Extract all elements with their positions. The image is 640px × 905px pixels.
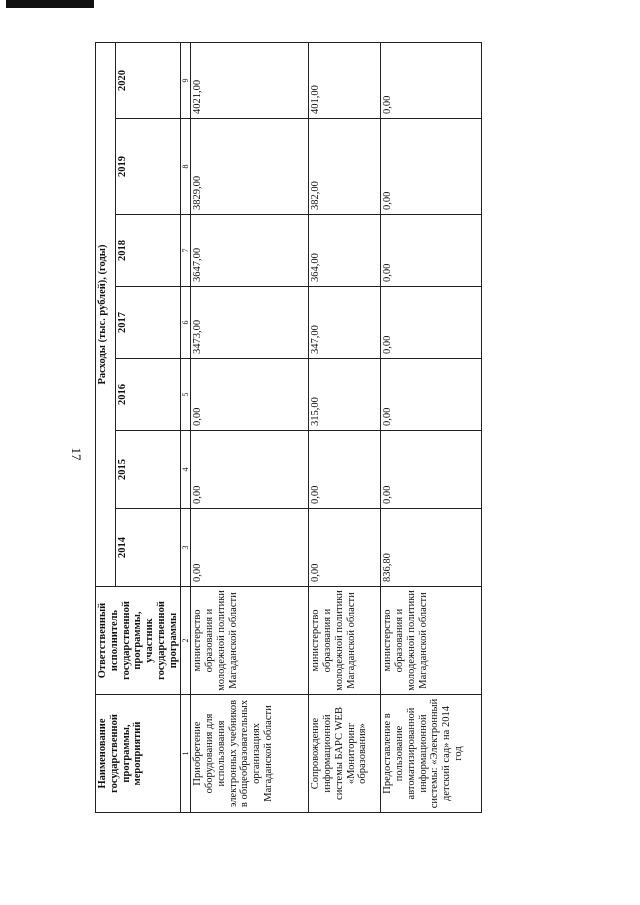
expenses-table — [95, 42, 482, 813]
row-value: 0,00 — [381, 431, 482, 509]
column-number: 9 — [181, 43, 191, 119]
header-year: 2016 — [115, 359, 181, 431]
row-value: 0,00 — [381, 215, 482, 287]
row-value: 382,00 — [309, 119, 381, 215]
row-value: 3829,00 — [191, 119, 309, 215]
column-number: 4 — [181, 431, 191, 509]
row-value: 3647,00 — [191, 215, 309, 287]
row-value: 0,00 — [191, 431, 309, 509]
header-year: 2019 — [115, 119, 181, 215]
table-row — [309, 43, 381, 813]
rotated-table-frame — [95, 43, 475, 813]
row-value: 0,00 — [309, 509, 381, 587]
row-value: 0,00 — [309, 431, 381, 509]
column-number: 3 — [181, 509, 191, 587]
row-executor: министерство образования и молодежной политики Магаданской области — [191, 587, 309, 695]
table-row — [191, 43, 309, 813]
row-value: 0,00 — [191, 509, 309, 587]
column-number: 6 — [181, 287, 191, 359]
table-row — [381, 43, 482, 813]
row-name: Сопровождение информационной системы БАРС WEB «Мониторинг образования» — [309, 695, 381, 813]
scan-edge-mark — [6, 0, 94, 8]
column-number: 5 — [181, 359, 191, 431]
row-value: 0,00 — [381, 119, 482, 215]
column-number-row — [181, 43, 191, 813]
row-value: 401,00 — [309, 43, 381, 119]
row-value: 0,00 — [381, 43, 482, 119]
column-number: 7 — [181, 215, 191, 287]
row-executor: министерство образования и молодежной политики Магаданской области — [381, 587, 482, 695]
row-value: 0,00 — [381, 359, 482, 431]
header-year: 2020 — [115, 43, 181, 119]
row-value: 3473,00 — [191, 287, 309, 359]
header-name: Наименование государственной программы, мероприятий — [96, 695, 181, 813]
header-executor: Ответственный исполнитель государственной программы, участник государственной программы — [96, 587, 181, 695]
column-number: 1 — [181, 695, 191, 813]
page-number: 17 — [69, 447, 84, 461]
row-value: 315,00 — [309, 359, 381, 431]
column-number: 8 — [181, 119, 191, 215]
row-value: 836,80 — [381, 509, 482, 587]
column-number: 2 — [181, 587, 191, 695]
row-value: 347,00 — [309, 287, 381, 359]
header-year: 2018 — [115, 215, 181, 287]
header-year: 2017 — [115, 287, 181, 359]
row-name: Приобретение оборудования для использования электронных учебников в общеобразовательных организациях Магаданской области — [191, 695, 309, 813]
header-expenses: Расходы (тыс. рублей), (годы) — [96, 43, 116, 587]
row-name: Предоставление в пользование автоматизированной информационной системы: «Электронный детский сад» на 2014 год — [381, 695, 482, 813]
row-value: 0,00 — [191, 359, 309, 431]
row-value: 364,00 — [309, 215, 381, 287]
row-value: 0,00 — [381, 287, 482, 359]
row-executor: министерство образования и молодежной политики Магаданской области — [309, 587, 381, 695]
row-value: 4021,00 — [191, 43, 309, 119]
header-year: 2014 — [115, 509, 181, 587]
header-year: 2015 — [115, 431, 181, 509]
